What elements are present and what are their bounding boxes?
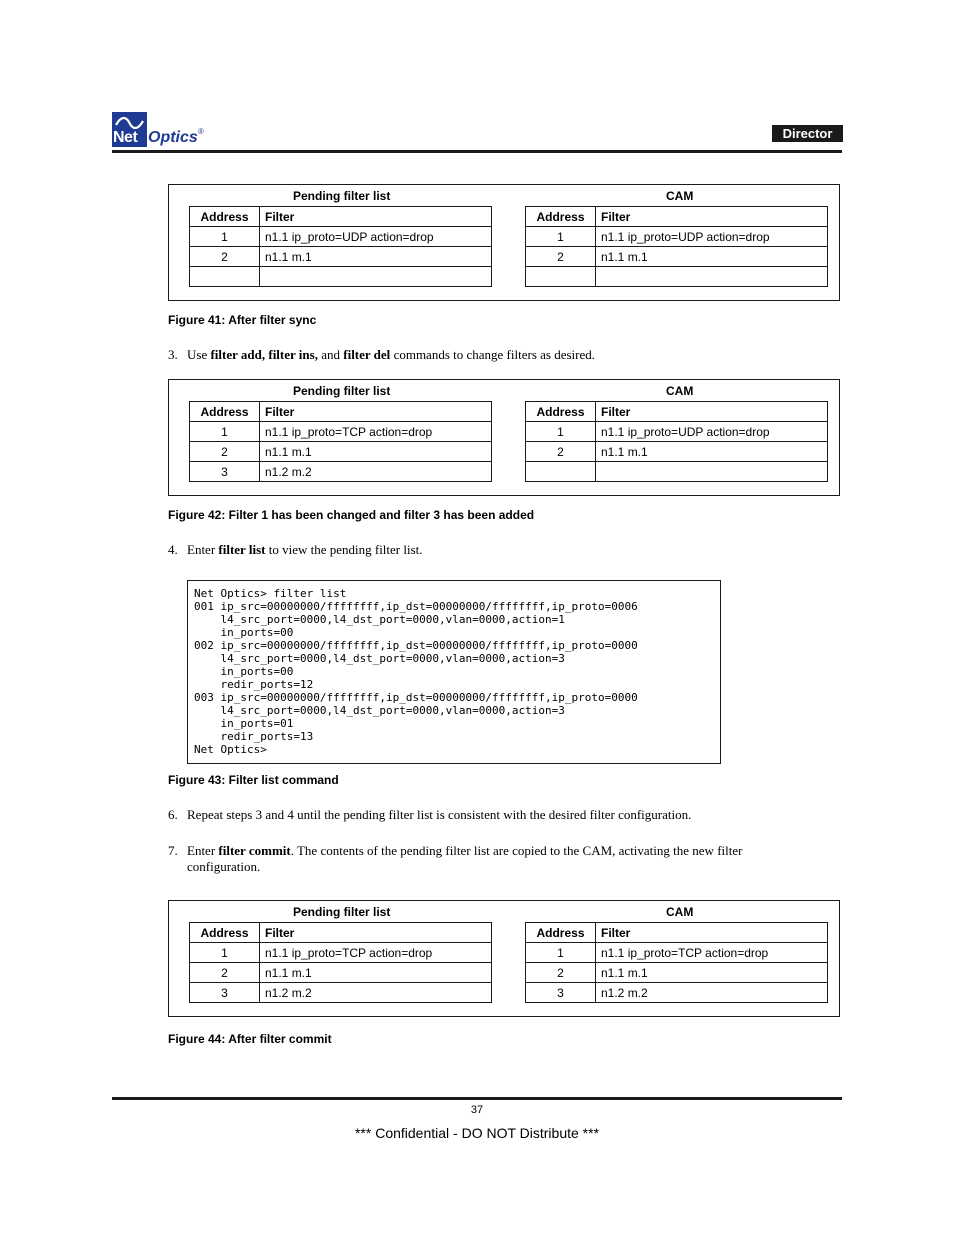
header-rule <box>112 150 842 153</box>
col-filter: Filter <box>260 207 492 227</box>
col-address: Address <box>190 923 260 943</box>
figure-caption: Figure 42: Filter 1 has been changed and filter 3 has been added <box>168 508 535 522</box>
cam-title: CAM <box>666 384 694 398</box>
figure-41-box <box>168 184 840 301</box>
table-row: 3 n1.2 m.2 <box>526 983 828 1003</box>
figure-caption: Figure 43: Filter list command <box>168 773 339 787</box>
cam-title: CAM <box>666 905 694 919</box>
logo-optics-text: Optics <box>148 129 198 146</box>
table-row <box>526 267 828 287</box>
cam-table <box>525 922 828 1003</box>
pending-table <box>189 206 492 287</box>
net-optics-logo <box>112 112 212 148</box>
cam-table <box>525 206 828 287</box>
col-filter: Filter <box>596 207 828 227</box>
cam-title: CAM <box>666 189 694 203</box>
pending-title: Pending filter list <box>293 189 391 203</box>
figure-44-box <box>168 900 840 1017</box>
table-row <box>526 462 828 482</box>
table-row <box>190 267 492 287</box>
pending-title: Pending filter list <box>293 384 391 398</box>
pending-title: Pending filter list <box>293 905 391 919</box>
col-address: Address <box>526 402 596 422</box>
table-row: 1 n1.1 ip_proto=UDP action=drop <box>190 227 492 247</box>
col-filter: Filter <box>260 923 492 943</box>
table-row: 2 n1.1 m.1 <box>526 442 828 462</box>
logo-net-text: Net <box>113 129 138 146</box>
col-address: Address <box>190 402 260 422</box>
table-row: 1 n1.1 ip_proto=UDP action=drop <box>526 422 828 442</box>
col-address: Address <box>526 923 596 943</box>
table-row: 3 n1.2 m.2 <box>190 983 492 1003</box>
table-row: 2 n1.1 m.1 <box>190 247 492 267</box>
table-row: 1 n1.1 ip_proto=TCP action=drop <box>526 943 828 963</box>
col-filter: Filter <box>260 402 492 422</box>
col-filter: Filter <box>596 923 828 943</box>
footer-rule <box>112 1097 842 1100</box>
wave-icon <box>115 116 144 130</box>
logo-mark <box>112 112 147 147</box>
table-row: 1 n1.1 ip_proto=TCP action=drop <box>190 943 492 963</box>
figure-caption: Figure 41: After filter sync <box>168 313 317 327</box>
table-row: 2 n1.1 m.1 <box>190 442 492 462</box>
registered-mark: ® <box>198 127 204 136</box>
confidential-notice: *** Confidential - DO NOT Distribute *** <box>354 1125 600 1141</box>
figure-caption: Figure 44: After filter commit <box>168 1032 332 1046</box>
table-row: 1 n1.1 ip_proto=UDP action=drop <box>526 227 828 247</box>
cli-output-box <box>187 580 721 764</box>
page-number: 37 <box>470 1104 484 1116</box>
pending-table <box>189 401 492 482</box>
cli-output: Net Optics> filter list 001 ip_src=00000000/ffffffff,ip_dst=00000000/ffffffff,ip_proto=0006 l4_src_port=0000,l4_dst_port=0000,vlan=0000,action=1 in_ports=00 002 ip_src=00000000/ffffffff,ip_dst=00000000/ffffffff,ip_proto=0000 l4_src_port=0000,l4_dst_port=0000,vlan=0000,action=3 in_ports=00 redir_ports=12 003 ip_src=00000000/ffffffff,ip_dst=00000000/ffffffff,ip_proto=0000 l4_src_port=0000,l4_dst_port=0000,vlan=0000,action=3 in_ports=01 redir_ports=13 Net Optics> <box>194 587 638 756</box>
pending-table <box>189 922 492 1003</box>
figure-42-box <box>168 379 840 496</box>
col-address: Address <box>190 207 260 227</box>
table-row: 2 n1.1 m.1 <box>526 247 828 267</box>
table-row: 2 n1.1 m.1 <box>526 963 828 983</box>
cam-table <box>525 401 828 482</box>
table-row: 3 n1.2 m.2 <box>190 462 492 482</box>
section-badge: Director <box>772 125 843 142</box>
table-row: 2 n1.1 m.1 <box>190 963 492 983</box>
col-filter: Filter <box>596 402 828 422</box>
table-row: 1 n1.1 ip_proto=TCP action=drop <box>190 422 492 442</box>
col-address: Address <box>526 207 596 227</box>
